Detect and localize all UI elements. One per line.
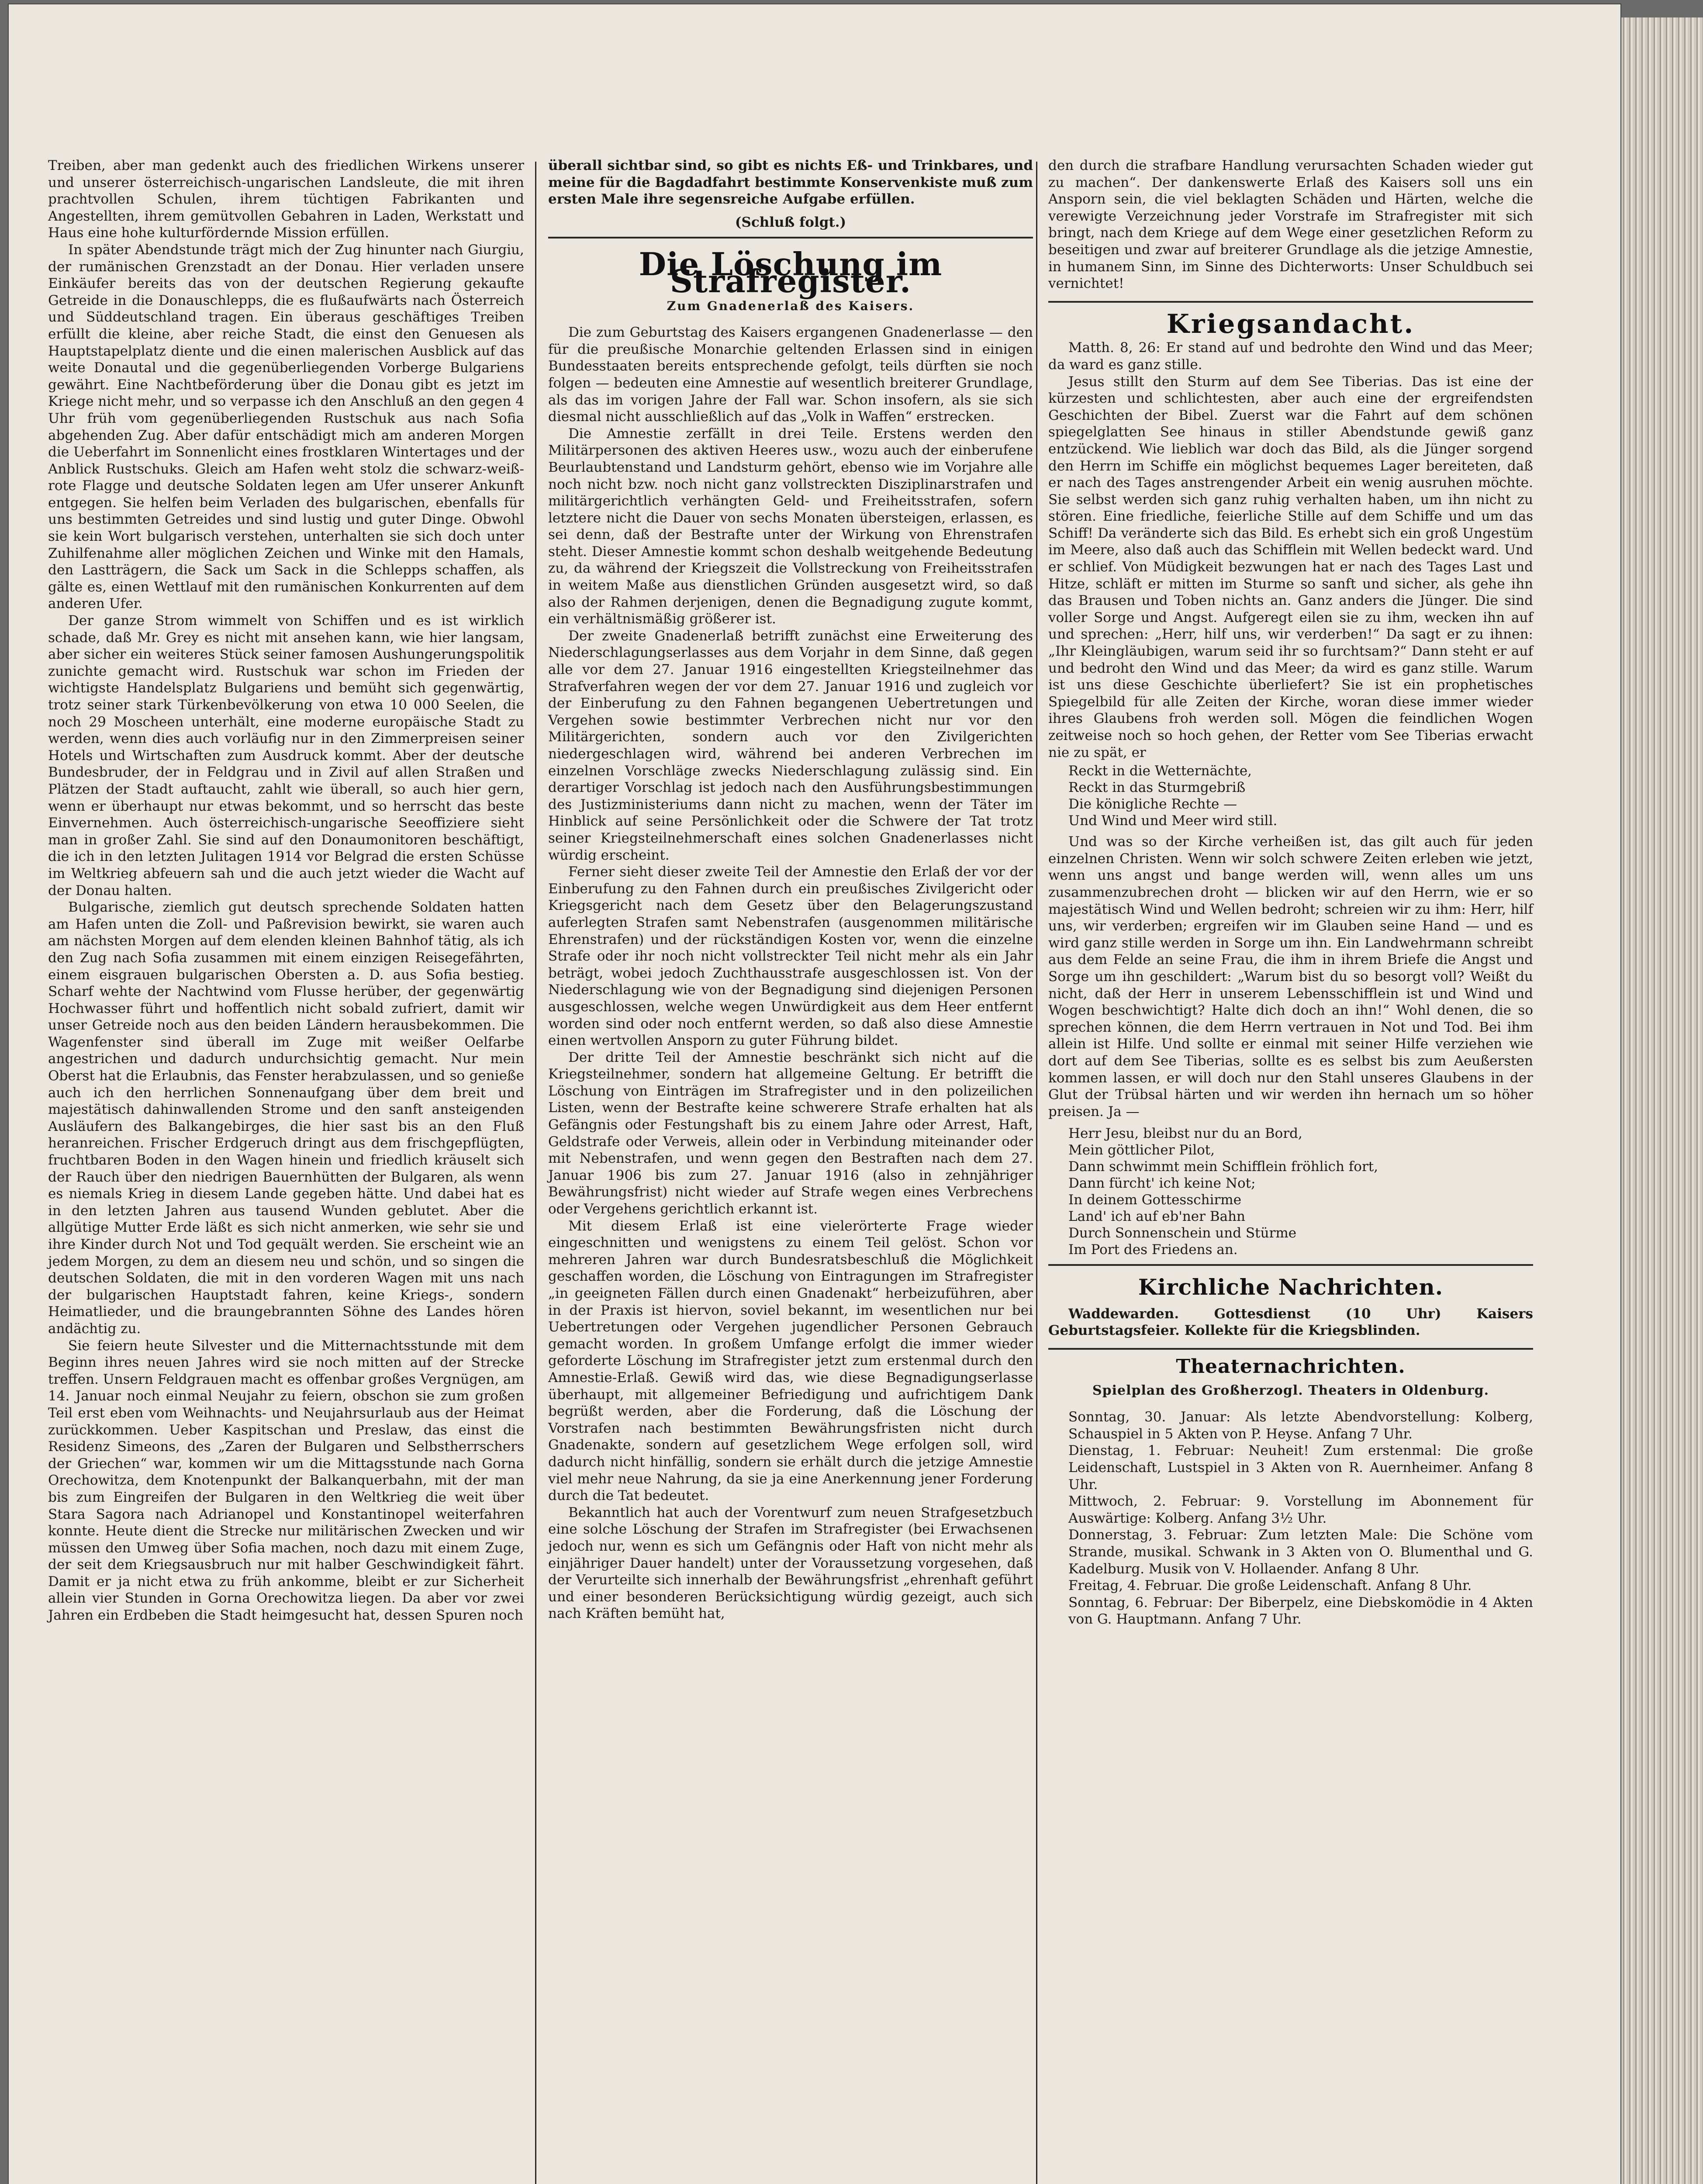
poem-line: Und Wind und Meer wird still. [1068,813,1278,829]
newspaper-page [9,4,1620,2184]
church-notice: Waddewarden. Gottesdienst (10 Uhr) Kaisers Geburtstagsfeier. Kollekte für die Kriegsblinden. [1048,1306,1533,1339]
section-title-kirchliche: Kirchliche Nachrichten. [1138,1274,1444,1300]
section-title-kriegsandacht: Kriegsandacht. [1166,308,1415,339]
col2-paragraph: Ferner sieht dieser zweite Teil der Amnestie den Erlaß der vor der Einberufung zu den Fahnen durch ein preußisches Zivilgericht oder Kriegsgericht nach dem Gesetz über den Belagerungszustand auferlegten Strafen samt Nebenstrafen (ausgenommen militärische Ehrenstrafen) und der rückständigen Kosten vor, wenn die einzelne Strafe oder ihr noch nicht vollstreckter Teil nicht mehr als ein Jahr beträgt, wobei jedoch Zuchthausstrafe ausgeschlossen ist. Von der Niederschlagung wie von der Begnadigung sind diejenigen Personen ausgeschlossen, welche wegen Unwürdigkeit aus dem Heer entfernt worden sind oder noch entfernt werden, so daß also diese Amnestie einen wertvollen Ansporn zu guter Führung bildet. [548,864,1033,1049]
theater-entry: Donnerstag, 3. Februar: Zum letzten Male: Die Schöne vom Strande, musikal. Schwank in 3 Akten von O. Blumenthal und G. Kadelburg. Musik von V. Hollaender. Anfang 8 Uhr. [1068,1527,1533,1577]
col1-paragraph: Treiben, aber man gedenkt auch des friedlichen Wirkens unserer und unserer österreichisch-ungarischen Landsleute, die mit ihren prachtvollen Schulen, ihrem tüchtigen Fabrikanten und Angestellten, ihrem gemütvollen Gebahren in Laden, Werkstatt und Haus eine hohe kulturfördernde Mission erfüllen. [48,158,524,241]
section-title-theater: Theaternachrichten. [1176,1355,1406,1378]
col1-paragraph: In später Abendstunde trägt mich der Zug hinunter nach Giurgiu, der rumänischen Grenzstadt an der Donau. Hier verladen unsere Einkäufer bereits das von der deutschen Regierung gekaufte Getreide in die Donauschlepps, die es flußaufwärts nach Österreich und Süddeutschland tragen. Ein überaus geschäftiges Treiben erfüllt die kleine, aber reiche Stadt, die einst den Genuesen als Hauptstapelplatz diente und die einen malerischen Ausblick auf das weite Donautal und die gegenüberliegenden Vorberge Bulgariens gewährt. Eine Nachtbeförderung über die Donau gibt es jetzt im Kriege nicht mehr, und so verpasse ich den Anschluß an den gegen 4 Uhr früh vom gegenüberliegenden Rustschuk aus nach Sofia abgehenden Zug. Aber dafür entschädigt mich am anderen Morgen die Ueberfahrt im Sonnenlicht eines frostklaren Wintertages und der Anblick Rustschuks. Gleich am Hafen weht stolz die schwarz-weiß-rote Flagge und deutsche Soldaten legen am Ufer unserer Ankunft entgegen. Sie helfen beim Verladen des bulgarischen, ebenfalls für uns bestimmten Getreides und sind lustig und guter Dinge. Obwohl sie kein Wort bulgarisch verstehen, unterhalten sie sich doch unter Zuhilfenahme aller möglichen Zeichen und Winke mit den Hamals, den Lastträgern, die Sack um Sack in die Schlepps schaffen, als gälte es, einen Wettlauf mit den rumänischen Konkurrenten auf dem anderen Ufer. [48,242,524,612]
poem-line: Reckt in das Sturmgebriß [1068,780,1246,796]
bible-verse: Matth. 8, 26: Er stand auf und bedrohte den Wind und das Meer; da ward es ganz stille. [1048,340,1533,373]
hymn-line: Land' ich auf eb'ner Bahn [1068,1209,1246,1225]
theater-entry: Sonntag, 30. Januar: Als letzte Abendvorstellung: Kolberg, Schauspiel in 5 Akten von P. Heyse. Anfang 7 Uhr. [1068,1409,1533,1442]
hymn-line: Mein göttlicher Pilot, [1068,1142,1215,1158]
hymn-line: Durch Sonnenschein und Stürme [1068,1225,1297,1241]
serial-signoff: (Schluß folgt.) [735,214,846,230]
divider [1048,301,1533,303]
theater-entry: Dienstag, 1. Februar: Neuheit! Zum erstenmal: Die große Leidenschaft, Lustspiel in 3 Akten von R. Auernheimer. Anfang 8 Uhr. [1068,1443,1533,1493]
theater-entry: Freitag, 4. Februar. Die große Leidenschaft. Anfang 8 Uhr. [1068,1578,1472,1594]
col2-paragraph: Mit diesem Erlaß ist eine vielerörterte Frage wieder eingeschnitten und wenigstens zu einem Teil gelöst. Schon vor mehreren Jahren war durch Bundesratsbeschluß die Möglichkeit geschaffen worden, die Löschung von Eintragungen im Strafregister „in geeigneten Fällen durch einen Gnadenakt“ herbeizuführen, aber in der Praxis ist hiervon, soviel bekannt, im wesentlichen nur bei Uebertretungen oder Vergehen jugendlicher Personen Gebrauch gemacht worden. In großem Umfange erfolgt die immer wieder geforderte Löschung im Strafregister jetzt zum erstenmal durch den Amnestie-Erlaß. Gewiß wird das, wie diese Begnadigungserlasse überhaupt, mit allgemeiner Befriedigung und aufrichtigem Dank begrüßt werden, aber die Forderung, daß die Löschung der Vorstrafen nach bestimmten Bewährungsfristen nicht durch Gnadenakte, sondern auf gesetzlichem Wege erfolgen soll, wird dadurch nicht hinfällig, sondern sie erhält durch die jetzige Amnestie viel mehr neue Nahrung, da sie ja eine Anerkennung jener Forderung durch die Tat bedeutet. [548,1218,1033,1504]
col2-paragraph: Die zum Geburtstag des Kaisers ergangenen Gnadenerlasse — den für die preußische Monarchie geltenden Erlassen sind in einigen Bundesstaaten bereits entsprechende gefolgt, teils dürften sie noch folgen — bedeuten eine Amnestie auf wesentlich breiterer Grundlage, als das im vorigen Jahre der Fall war. Schon insofern, als sie sich diesmal nicht ausschließlich auf das „Volk in Waffen“ erstrecken. [548,325,1033,425]
article-subtitle: Zum Gnadenerlaß des Kaisers. [667,298,915,313]
col2-paragraph: überall sichtbar sind, so gibt es nichts Eß- und Trinkbares, und meine für die Bagdadfahrt bestimmte Konservenkiste muß zum ersten Male ihre segensreiche Aufgabe erfüllen. [548,158,1033,207]
hymn-line: Dann fürcht' ich keine Not; [1068,1175,1256,1192]
column-rule-left [535,162,536,2184]
col3-paragraph: Jesus stillt den Sturm auf dem See Tiberias. Das ist eine der kürzesten und schlichtesten, aber auch eine der ergreifendsten Geschichten der Bibel. Zuerst war die Fahrt auf dem schönen spiegelglatten See hinaus in stiller Abendstunde gewiß ganz entzückend. Wie lieblich war doch das Bild, als die Jünger sorgend den Herrn im Schiffe ein möglichst bequemes Lager bereiteten, daß er nach des Tages anstrengender Arbeit ein wenig ausruhen möchte. Sie selbst werden sich ganz ruhig verhalten haben, um ihn nicht zu stören. Eine friedliche, feierliche Stille auf dem Schiffe und um das Schiff! Da veränderte sich das Bild. Es erhebt sich ein groß Ungestüm im Meere, also daß auch das Schifflein mit Wellen bedeckt ward. Und er schlief. Von Müdigkeit bezwungen hat er nach des Tages Last und Hitze, schläft er mitten im Sturme so sanft und sicher, als gehe ihn das Brausen und Toben nichts an. Ganz anders die Jünger. Die sind voller Sorge und Angst. Aufgeregt eilen sie zu ihm, wecken ihn auf und sprechen: „Herr, hilf uns, wir verderben!“ Da sagt er zu ihnen: „Ihr Kleingläubigen, warum seid ihr so furchtsam?“ Dann steht er auf und bedroht den Wind und das Meer; da wird es ganz stille. Warum ist uns diese Geschichte überliefert? Sie ist ein prophetisches Spiegelbild für alle Zeiten der Kirche, woran diese immer wieder ihres Glaubens froh werden soll. Mögen die feindlichen Wogen zeitweise noch so hoch gehen, der Retter vom See Tiberias erwacht nie zu spät, er [1048,373,1533,760]
poem-line: Die königliche Rechte — [1068,796,1237,812]
column-2 [548,157,1033,1622]
divider [1048,1264,1533,1266]
book-page-edge [1620,17,1703,2184]
column-1 [48,157,524,1624]
poem-line: Reckt in die Wetternächte, [1068,763,1252,779]
column-rule-right [1036,162,1037,2184]
col2-paragraph: Die Amnestie zerfällt in drei Teile. Erstens werden den Militärpersonen des aktiven Heeres usw., wozu auch der einberufene Beurlaubtenstand und Landsturm gehört, ebenso wie im Vorjahre alle noch nicht bzw. noch nicht ganz vollstreckten Disziplinarstrafen und militärgerichtlich verhängten Geld- und Freiheitsstrafen, sofern letztere nicht die Dauer von sechs Monaten übersteigen, erlassen, es sei denn, daß der Bestrafte unter der Wirkung von Ehrenstrafen steht. Dieser Amnestie kommt schon deshalb weitgehende Bedeutung zu, da während der Kriegszeit die Vollstreckung von Freiheitsstrafen in weitem Maße aus dienstlichen Gründen ausgesetzt wird, so daß also der Rahmen derjenigen, denen die Begnadigung zugute kommt, ein verhältnismäßig größerer ist. [548,425,1033,627]
hymn-line: Herr Jesu, bleibst nur du an Bord, [1068,1126,1302,1142]
hymn-line: In deinem Gottesschirme [1068,1192,1242,1208]
divider [1048,1348,1533,1350]
theater-entry: Mittwoch, 2. Februar: 9. Vorstellung im Abonnement für Auswärtige: Kolberg. Anfang 3½ Uhr. [1068,1493,1533,1526]
col2-paragraph: Der dritte Teil der Amnestie beschränkt sich nicht auf die Kriegsteilnehmer, sondern hat allgemeine Geltung. Er betrifft die Löschung von Einträgen im Strafregister und in den polizeilichen Listen, wenn der Bestrafte keine schwerere Strafe erhalten hat als Gefängnis oder Festungshaft bis zu einem Jahre oder Arrest, Haft, Geldstrafe oder Verweis, allein oder in Verbindung miteinander oder mit Nebenstrafen, und wenn gegen den Bestraften nach dem 27. Januar 1906 bis zum 27. Januar 1916 (also in zehnjähriger Bewährungsfrist) nicht wieder auf Strafe wegen eines Verbrechens oder Vergehens gerichtlich erkannt ist. [548,1049,1033,1217]
column-3 [1048,157,1533,1628]
col3-paragraph: Und was so der Kirche verheißen ist, das gilt auch für jeden einzelnen Christen. Wenn wir solch schwere Zeiten erleben wie jetzt, wenn uns angst und bange werden will, wenn alles um uns zusammenzubrechen droht — blicken wir auf den Herrn, wie er so majestätisch Wind und Wellen bedroht; schreien wir zu ihm: Herr, hilf uns, wir verderben; ergreifen wir im Glauben seine Hand — und es wird ganz stille werden in Sorge um ihn. Ein Landwehrmann schreibt aus dem Felde an seine Frau, die ihm in ihrem Briefe die Angst und Sorge um ihn geschildert: „Warum bist du so besorgt voll? Weißt du nicht, daß der Herr in unserem Lebensschifflein ist und Wind und Wogen beschwichtigt? Halte dich doch an ihn!“ Wohl denen, die so sprechen können, die dem Herrn vertrauen in Not und Tod. Bei ihm allein ist Hilfe. Und sollte er einmal mit seiner Hilfe verziehen wie dort auf dem See Tiberias, sollte es es selbst bis zum Aeußersten kommen lassen, er will doch nur den Stahl unseres Glaubens in der Glut der Trübsal härten und wir werden ihn hernach um so höher preisen. Ja — [1048,834,1533,1120]
col1-paragraph: Der ganze Strom wimmelt von Schiffen und es ist wirklich schade, daß Mr. Grey es nicht mit ansehen kann, wie hier langsam, aber sicher ein weiteres Stück seiner famosen Aushungerungspolitik zunichte gemacht wird. Rustschuk war schon im Frieden der wichtigste Handelsplatz Bulgariens und bemüht sich gegenwärtig, trotz seiner stark Türkenbevölkerung von etwa 10 000 Seelen, die noch 29 Moscheen unterhält, eine moderne europäische Stadt zu werden, wenn dies auch vorläufig nur in den Zimmerpreisen seiner Hotels und Wirtschaften zum Ausdruck kommt. Aber der deutsche Bundesbruder, der in Feldgrau und in Zivil auf allen Straßen und Plätzen der Stadt auftaucht, zahlt wie überall, so auch hier gern, wenn er überhaupt nur etwas bekommt, und so herrscht das beste Einvernehmen. Auch österreichisch-ungarische Seeoffiziere sieht man in großer Zahl. Sie sind auf den Donaumonitoren beschäftigt, die ich in den letzten Julitagen 1914 vor Belgrad die ersten Schüsse im Weltkrieg abfeuern sah und die auch jetzt wieder die Wacht auf der Donau halten. [48,613,524,898]
col3-paragraph: den durch die strafbare Handlung verursachten Schaden wieder gut zu machen“. Der dankenswerte Erlaß des Kaisers soll uns ein Ansporn sein, die viel beklagten Schäden und Härten, welche die verewigte Verzeichnung jeder Vorstrafe im Strafregister mit sich bringt, nach dem Kriege auf dem Wege einer gesetzlichen Reform zu beseitigen und zwar auf breiterer Grundlage als die jetzige Amnestie, in humanem Sinn, im Sinne des Dichterworts: Unser Schuldbuch sei vernichtet! [1048,158,1533,292]
hymn-line: Dann schwimmt mein Schifflein fröhlich fort, [1068,1159,1378,1175]
theater-program-heading: Spielplan des Großherzogl. Theaters in Oldenburg. [1092,1382,1489,1398]
col1-paragraph: Bulgarische, ziemlich gut deutsch sprechende Soldaten hatten am Hafen unten die Zoll- und Paßrevision bewirkt, sie waren auch am nächsten Morgen auf dem elenden kleinen Bahnhof tätig, als ich den Zug nach Sofia zusammen mit einem einzigen Reisegefährten, einem eisgrauen bulgarischen Obersten a. D. aus Sofia bestieg. Scharf wehte der Nachtwind vom Flusse herüber, der gegenwärtig Hochwasser führt und hoffentlich nicht sobald zufriert, damit wir unser Getreide noch aus den beiden Ländern herausbekommen. Die Wagenfenster sind überall im Zuge mit weißer Oelfarbe angestrichen und dadurch undurchsichtig gemacht. Nur mein Oberst hat die Erlaubnis, das Fenster herabzulassen, und so genieße auch ich den herrlichen Sonnenaufgang über dem breit und majestätisch dahinwallenden Strome und den sanft ansteigenden Ausläufern des Balkangebirges, die hier sast bis an den Fluß heranreichen. Frischer Erdgeruch dringt aus dem frischgepflügten, fruchtbaren Boden in den Wagen hinein und friedlich kräuselt sich der Rauch über den niedrigen Bauernhütten der Bulgaren, als wenn es niemals Krieg in diesem Lande gegeben hätte. Und dabei hat es in den letzten Jahren aus tausend Wunden geblutet. Aber die allgütige Mutter Erde läßt es sich nicht anmerken, wie sehr sie und ihre Kinder durch Not und Tod gequält werden. Sie erscheint wie an jedem Morgen, zu dem an diesem neu und schön, und so singen die deutschen Soldaten, die mit in den vorderen Wagen mit uns nach der bulgarischen Hauptstadt fahren, keine Kriegs-, sondern Heimatlieder, und die braungebrannten Söhne des Landes hören andächtig zu. [48,899,524,1337]
col1-paragraph: Sie feiern heute Silvester und die Mitternachtsstunde mit dem Beginn ihres neuen Jahres wird sie noch mitten auf der Strecke treffen. Unsern Feldgrauen macht es offenbar großes Vergnügen, am 14. Januar noch einmal Neujahr zu feiern, obschon sie zum großen Teil erst eben vom Weihnachts- und Neujahrsurlaub aus der Heimat zurückkommen. Ueber Kaspitschan und Preslaw, das einst die Residenz Simeons, des „Zaren der Bulgaren und Selbstherrschers der Griechen“ war, kommen wir um die Mittagsstunde nach Gorna Orechowitza, dem Knotenpunkt der Balkanquerbahn, mit der man bis zum Eingreifen der Bulgaren in den Weltkrieg die weit über Stara Sagora nach Adrianopel und Konstantinopel weiterfahren konnte. Heute dient die Strecke nur militärischen Zwecken und wir müssen den Umweg über Sofia machen, noch dazu mit einem Zuge, der seit dem Kriegsausbruch nur mit halber Geschwindigkeit fährt. Damit er ja nicht etwa zu früh ankomme, bleibt er zur Sicherheit allein vier Stunden in Gorna Orechowitza liegen. Da aber vor zwei Jahren ein Erdbeben die Stadt heimgesucht hat, dessen Spuren noch [48,1337,524,1624]
theater-entry: Sonntag, 6. Februar: Der Biberpelz, eine Diebskomödie in 4 Akten von G. Hauptmann. Anfang 7 Uhr. [1068,1594,1533,1628]
hymn-line: Im Port des Friedens an. [1068,1242,1238,1258]
divider [548,237,1033,238]
article-title: Die Löschung im Strafregister. [639,245,943,300]
col2-paragraph: Der zweite Gnadenerlaß betrifft zunächst eine Erweiterung des Niederschlagungserlasses aus dem Vorjahr in dem Sinne, daß gegen alle vor dem 27. Januar 1916 eingestellten Kriegsteilnehmer das Strafverfahren wegen der vor dem 27. Januar 1916 und zugleich vor der Einberufung zu den Fahnen begangenen Uebertretungen und Vergehen sowie bestimmter Verbrechen nicht nur vor den Militärgerichten, sondern auch vor den Zivilgerichten niedergeschlagen wird, während bei anderen Verbrechen im einzelnen Vorschläge zwecks Niederschlagung zulässig sind. Ein derartiger Vorschlag ist jedoch nach den Ausführungsbestimmungen des Justizministeriums dann nicht zu machen, wenn der Täter im Hinblick auf seine Persönlichkeit oder die Schwere der Tat trotz seiner Kriegsteilnehmerschaft eines solchen Gnadenerlasses nicht würdig erscheint. [548,628,1033,863]
col2-paragraph: Bekanntlich hat auch der Vorentwurf zum neuen Strafgesetzbuch eine solche Löschung der Strafen im Strafregister (bei Erwachsenen jedoch nur, wenn es sich um Gefängnis oder Haft von nicht mehr als einjähriger Dauer handelt) unter der Voraussetzung vorgesehen, daß der Verurteilte sich innerhalb der Bewährungsfrist „ehrenhaft geführt und einer besonderen Berücksichtigung würdig gezeigt, auch sich nach Kräften bemüht hat, [548,1504,1033,1622]
